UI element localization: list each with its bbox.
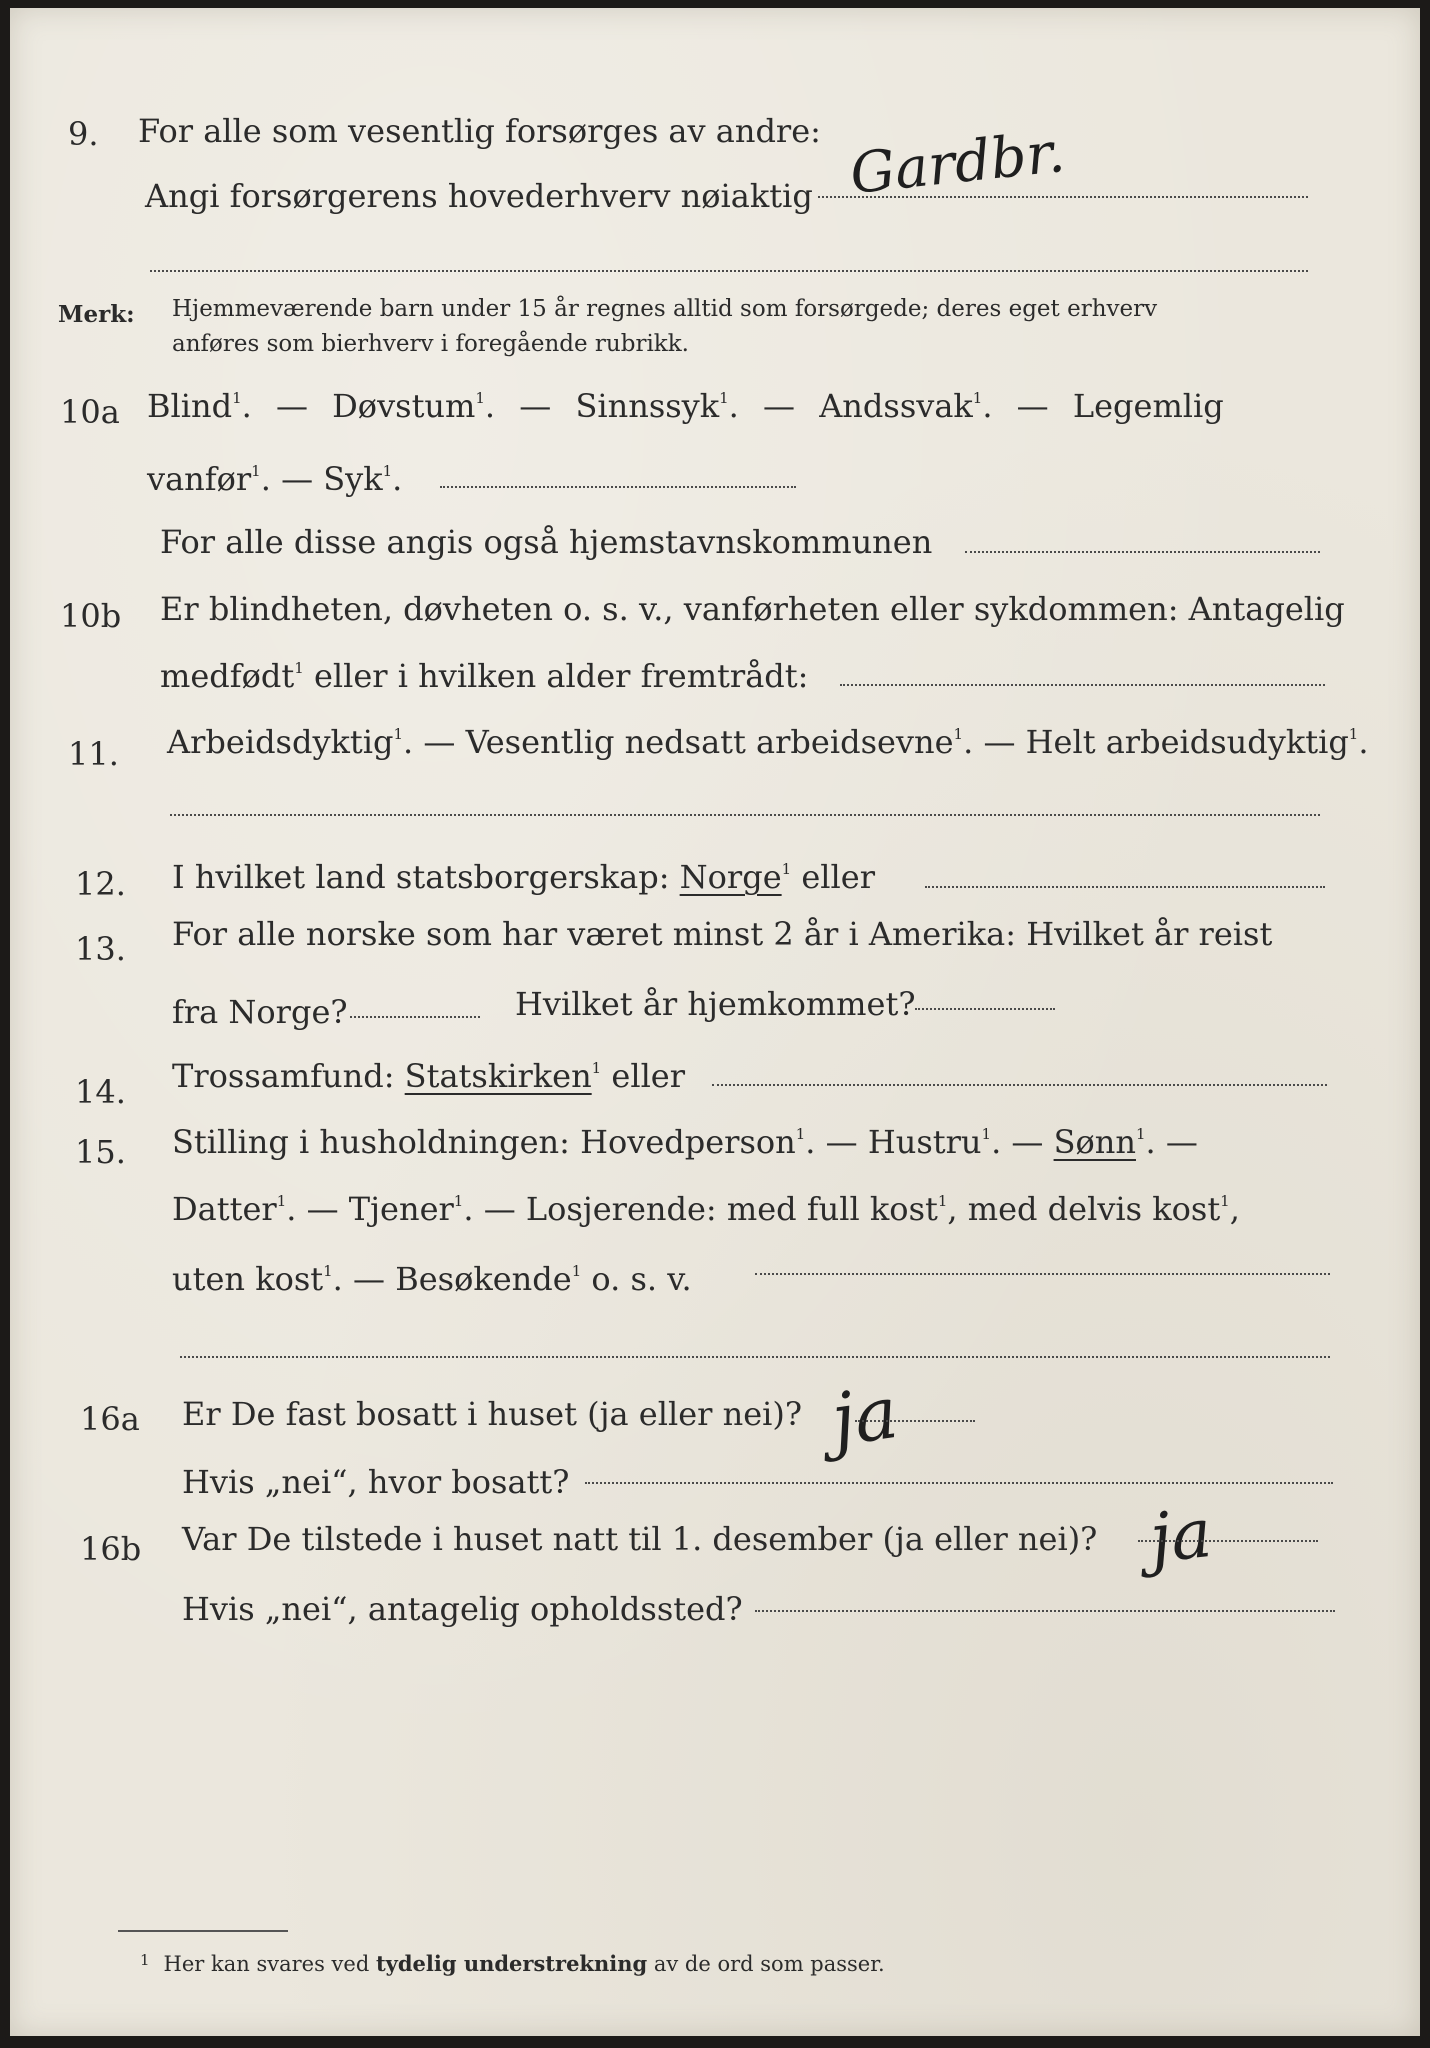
q9-line1: For alle som vesentlig forsørges av andre:	[138, 112, 821, 150]
q10b-number: 10b	[60, 597, 122, 635]
q14-answer-line	[712, 1084, 1327, 1086]
q16a-number: 16a	[80, 1400, 140, 1438]
q9-answer-line	[818, 196, 1308, 198]
q10b-line1: Er blindheten, døvheten o. s. v., vanførheten eller sykdommen: Antagelig	[160, 590, 1345, 628]
q15-extra-line	[180, 1356, 1330, 1358]
q13-line2b: Hvilket år hjemkommet?	[515, 985, 916, 1023]
q13-line2a: fra Norge?	[172, 993, 348, 1031]
q11-answer-line	[170, 814, 1320, 816]
census-form-page	[10, 8, 1420, 2036]
q10a-line2: vanfør$^1$. — Syk$^1$.	[147, 460, 403, 498]
q12-number: 12.	[75, 865, 126, 903]
q11-line: Arbeidsdyktig$^1$. — Vesentlig nedsatt arbeidsevne$^1$. — Helt arbeidsudyktig$^1$.	[167, 723, 1369, 761]
q13-year-returned-line	[915, 1008, 1055, 1010]
q16b-line1: Var De tilstede i huset natt til 1. desember (ja eller nei)?	[182, 1520, 1098, 1558]
q16b-number: 16b	[80, 1530, 142, 1568]
q15-line1: Stilling i husholdningen: Hovedperson$^1$. — Hustru$^1$. — Sønn$^1$. —	[172, 1123, 1198, 1161]
q16b-line2-answer-line	[755, 1610, 1335, 1612]
q16a-line2: Hvis „nei“, hvor bosatt?	[182, 1463, 570, 1501]
q16b-handwritten-answer: ja	[1145, 1493, 1216, 1580]
q15-number: 15.	[75, 1133, 126, 1171]
q10a-number: 10a	[60, 393, 120, 431]
q9-line2: Angi forsørgerens hovederhverv nøiaktig	[145, 177, 813, 215]
q15-line2: Datter$^1$. — Tjener$^1$. — Losjerende: med full kost$^1$, med delvis kost$^1$,	[172, 1190, 1240, 1228]
q9-extra-line	[150, 270, 1308, 272]
q16a-line2-answer-line	[585, 1482, 1333, 1484]
q15-line3: uten kost$^1$. — Besøkende$^1$ o. s. v.	[172, 1260, 692, 1298]
q10a-line3: For alle disse angis også hjemstavnskommunen	[160, 523, 933, 561]
q14-line: Trossamfund: Statskirken$^1$ eller	[172, 1057, 686, 1095]
q10a-line1: Blind$^1$. — Døvstum$^1$. — Sinnssyk$^1$. — Andssvak$^1$. — Legemlig	[147, 387, 1224, 425]
q14-number: 14.	[75, 1073, 126, 1111]
q9-number: 9.	[68, 115, 99, 153]
q15-line3-answer-line	[755, 1273, 1330, 1275]
q16a-answer-line	[855, 1420, 975, 1422]
merk-line2: anføres som bierhverv i foregående rubrikk.	[172, 331, 689, 357]
q10a-line3-answer-line	[965, 551, 1320, 553]
merk-line1: Hjemmeværende barn under 15 år regnes alltid som forsørgede; deres eget erhverv	[172, 296, 1158, 322]
q12-line: I hvilket land statsborgerskap: Norge$^1$ eller	[172, 858, 875, 896]
q13-line1: For alle norske som har været minst 2 år i Amerika: Hvilket år reist	[172, 915, 1273, 953]
footnote-rule	[118, 1930, 288, 1932]
merk-label: Merk:	[58, 301, 135, 328]
q9-handwritten-answer: Gardbr.	[847, 119, 1068, 208]
q13-number: 13.	[75, 930, 126, 968]
q10b-line2: medfødt$^1$ eller i hvilken alder fremtrådt:	[160, 657, 809, 695]
q12-answer-line	[925, 886, 1325, 888]
q16a-handwritten-answer: ja	[826, 1369, 903, 1463]
q16b-answer-line	[1138, 1540, 1318, 1542]
q10a-line2-answer-line	[440, 486, 796, 488]
q10b-answer-line	[840, 684, 1325, 686]
q11-number: 11.	[68, 735, 119, 773]
q16b-line2: Hvis „nei“, antagelig opholdssted?	[182, 1590, 743, 1628]
q13-year-left-line	[350, 1016, 480, 1018]
q16a-line1: Er De fast bosatt i huset (ja eller nei)?	[182, 1395, 803, 1433]
footnote: $^1$ Her kan svares ved tydelig understrekning av de ord som passer.	[140, 1951, 885, 1976]
